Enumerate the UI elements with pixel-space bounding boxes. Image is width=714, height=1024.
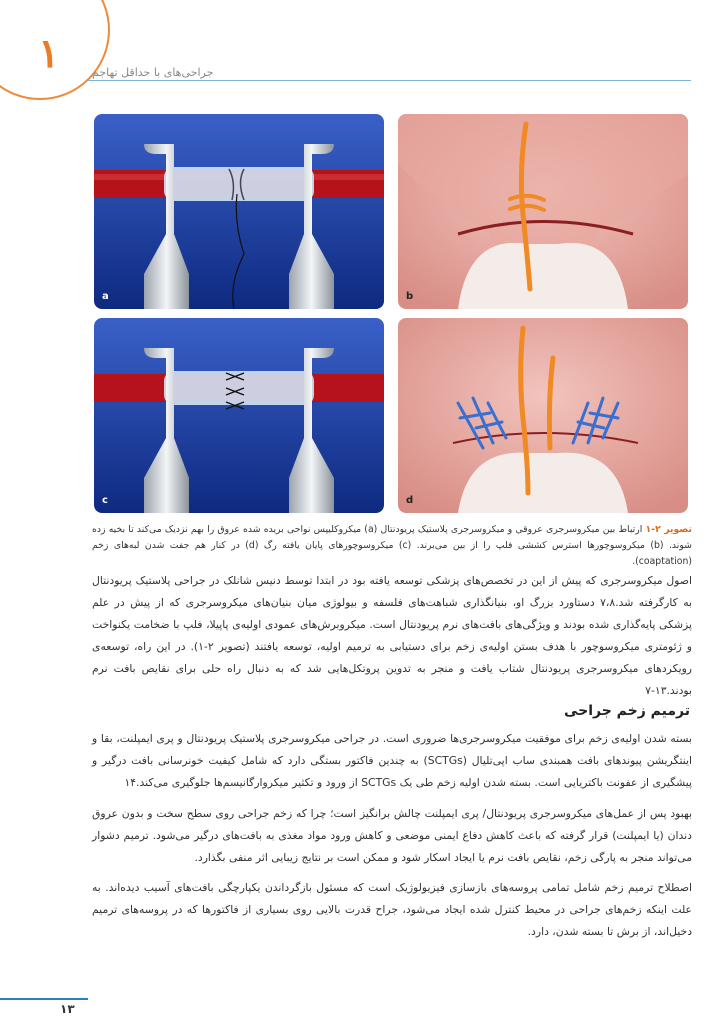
section-paragraph-3: اصطلاح ترمیم زخم شامل تمامی پروسه‌های بازسازی فیزیولوژیک است که مسئول بازگرداندن یکپارچگی بافت‌های آسیب دیده‌اند. به علت اینکه زخم‌های جراحی در محیط کنترل شده ایجاد می‌شود، جراح قدرت بالایی روی بسیاری از فاکتورها که در پروسه‌های ترمیم دخیل‌اند، از برش تا بسته شدن، دارد. bbox=[92, 881, 692, 938]
figure-panel-c bbox=[94, 318, 384, 513]
figure-caption bbox=[92, 522, 692, 570]
header-rule bbox=[88, 80, 691, 81]
gum-suture-illustration bbox=[398, 114, 688, 309]
vessel-clip-illustration bbox=[94, 114, 384, 309]
panel-label-a: a bbox=[102, 291, 109, 302]
section-paragraph-2: بهبود پس از عمل‌های میکروسرجری پریودنتال/ پری ایمپلنت چالش برانگیز است؛ چرا که زخم جراحی روی سطح سخت و بدون عروق دندان (یا ایمپلنت) قرار گرفته که باعث کاهش دفاع ایمنی موضعی و کاهش ورود مواد مغذی به بافت‌های درگیر می‌شود. ترمیم دشوار می‌تواند منجر به پارگی زخم، نقایص بافت نرم یا ایجاد اسکار شود و ممکن است بر نتایج زیبایی اثر منفی بگذارد. bbox=[92, 807, 692, 864]
chapter-number: ۱ bbox=[38, 30, 60, 77]
figure-caption-label: تصویر ۲-۱ bbox=[645, 524, 692, 535]
footer-rule bbox=[0, 998, 88, 1000]
section-paragraph-1: بسته شدن اولیه‌ی زخم برای موفقیت میکروسرجری‌ها ضروری است. در جراحی میکروسرجری پلاستیک پریودنتال و پری ایمپلنت، بقا و اینتگریشن پیوندهای بافت همبندی ساب اپی‌تلیال (SCTGs) به چندین فاکتور بستگی دارد که شامل کیفیت خونرسانی بافت درگیر و پیشگیری از عفونت باکتریایی است. بسته شدن اولیه زخم طی یک SCTGs از ورود و تکثیر میکروارگانیسم‌ها جلوگیری می‌کند.۱۴ bbox=[92, 732, 692, 789]
section-heading: ترمیم زخم جراحی bbox=[563, 703, 690, 719]
figure-panel-a bbox=[94, 114, 384, 309]
panel-label-c: c bbox=[102, 495, 108, 506]
intro-paragraph: اصول میکروسرجری که پیش از این در تخصص‌های پزشکی توسعه یافته بود در ابتدا توسط دنیس شانلک در جراحی پلاستیک پریودنتال به کارگرفته شد.۷،۸ دستاورد بزرگ او، بنیانگذاری شباهت‌های فلسفه و بیولوژی میان بنیان‌های میکروسرجری که از پیش در علم پزشکی پایه‌گذاری شده بودند و ویژگی‌های بافت‌های نرم پریودنتال است. میکروبرش‌های عمودی اولیه‌ی پاپیلا، فلپ با ضخامت یکنواخت و ژئومتری میکروسوچور با هدف بستن اولیه‌ی زخم برای دستیابی به ترمیم اولیه، توسعه یافتند (تصویر ۲-۱). در این راه، توسعه‌ی رویکردهای میکروسرجری پریودنتال شتاب یافت و منجر به تدوین پروتکل‌هایی شد که به دنبال راه حلی برای نقایص بافت نرم بودند.۱۳-۷ bbox=[92, 574, 692, 697]
panel-label-d: d bbox=[406, 495, 414, 506]
figure-panel-b bbox=[398, 114, 688, 309]
vessel-suture-illustration bbox=[94, 318, 384, 513]
running-title: جراحی‌های با حداقل تهاجم bbox=[92, 66, 214, 79]
figure-panel-d bbox=[398, 318, 688, 513]
page-number: ۱۳ bbox=[60, 1002, 75, 1016]
gum-multi-suture-illustration bbox=[398, 318, 688, 513]
figure-caption-text: ارتباط بین میکروسرجری عروقی و میکروسرجری پلاستیک پریودنتال (a) میکروکلیپس نواحی بریده شده عروق را بهم نزدیک می‌کند تا بخیه زده شوند. (b) میکروسوچورها استرس کششی فلپ را از بین می‌برند. (c) میکروسوچورهای پایان یافته رگ (d) در کنار هم جفت شدن لبه‌های زخم (coaptation). bbox=[92, 524, 692, 567]
panel-label-b: b bbox=[406, 291, 414, 302]
